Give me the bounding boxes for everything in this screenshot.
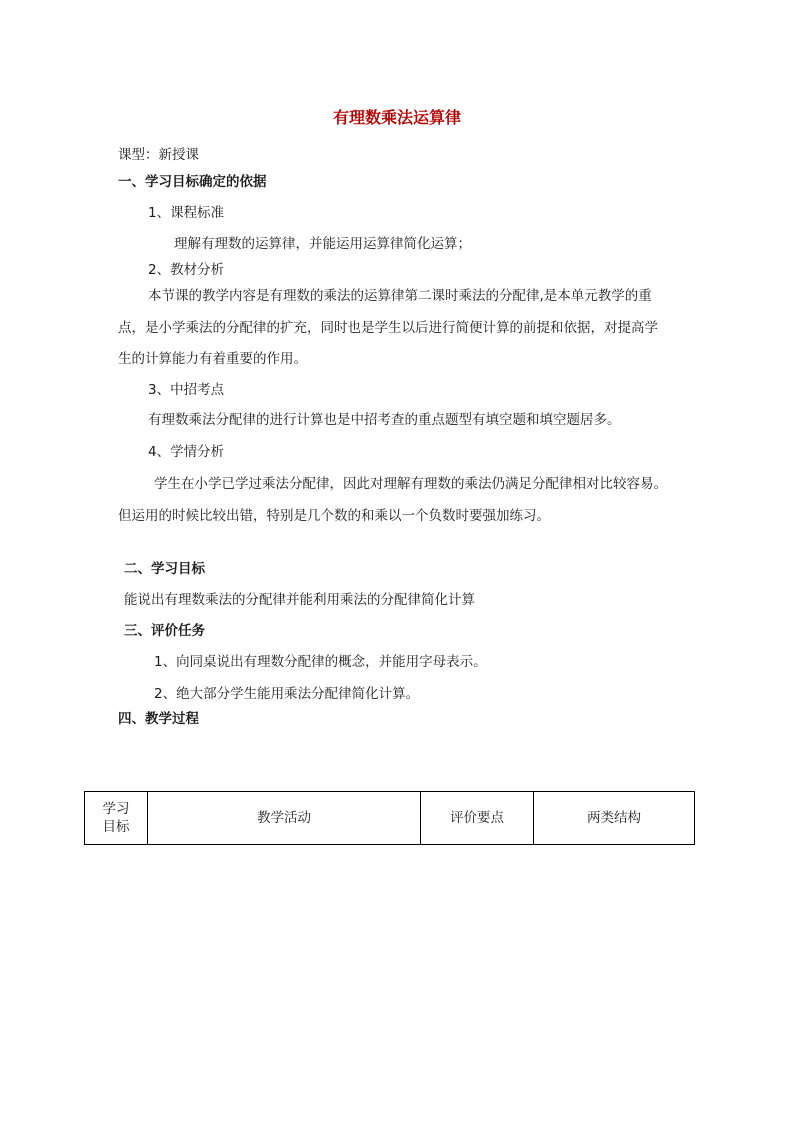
section-3-item-2: 2、绝大部分学生能用乘法分配律简化计算。: [154, 686, 420, 702]
section-1-2-line-1: 本节课的教学内容是有理数的乘法的运算律第二课时乘法的分配律,是本单元教学的重: [148, 288, 652, 304]
section-1-3-label: 3、中招考点: [148, 382, 225, 398]
header-cell-evaluation: 评价要点: [421, 792, 534, 845]
section-1-3-text: 有理数乘法分配律的进行计算也是中招考查的重点题型有填空题和填空题居多。: [148, 412, 621, 428]
section-1-4-label: 4、学情分析: [148, 444, 225, 460]
section-1-1-text: 理解有理数的运算律，并能运用运算律简化运算；: [174, 236, 471, 252]
section-2-heading: 二、学习目标: [124, 561, 205, 577]
section-1-2-line-2: 点，是小学乘法的分配律的扩充，同时也是学生以后进行简便计算的前提和依据，对提高学: [118, 320, 658, 336]
header-cell-goal-line-2: 目标: [102, 819, 130, 835]
section-1-2-label: 2、教材分析: [148, 262, 225, 278]
header-cell-structure: 两类结构: [534, 792, 695, 845]
section-4-heading: 四、教学过程: [118, 711, 199, 727]
header-cell-activity: 教学活动: [148, 792, 421, 845]
section-1-heading: 一、学习目标确定的依据: [118, 174, 267, 190]
section-1-4-line-1: 学生在小学已学过乘法分配律，因此对理解有理数的乘法仍满足分配律相对比较容易。: [154, 476, 667, 492]
section-1-1-label: 1、课程标准: [148, 205, 225, 221]
section-1-2-line-3: 生的计算能力有着重要的作用。: [118, 351, 307, 367]
section-2-text: 能说出有理数乘法的分配律并能利用乘法的分配律简化计算: [124, 592, 475, 608]
document-title: 有理数乘法运算律: [332, 108, 461, 127]
header-cell-goal-line-1: 学习: [102, 801, 130, 817]
header-cell-goal: [85, 792, 148, 845]
section-1-4-line-2: 但运用的时候比较出错，特别是几个数的和乘以一个负数时要强加练习。: [118, 508, 550, 524]
table-header-row: [85, 792, 695, 845]
process-table: [84, 791, 695, 845]
section-3-heading: 三、评价任务: [124, 623, 205, 639]
section-3-item-1: 1、向同桌说出有理数分配律的概念，并能用字母表示。: [154, 654, 487, 670]
course-type: 课型：新授课: [118, 147, 199, 163]
